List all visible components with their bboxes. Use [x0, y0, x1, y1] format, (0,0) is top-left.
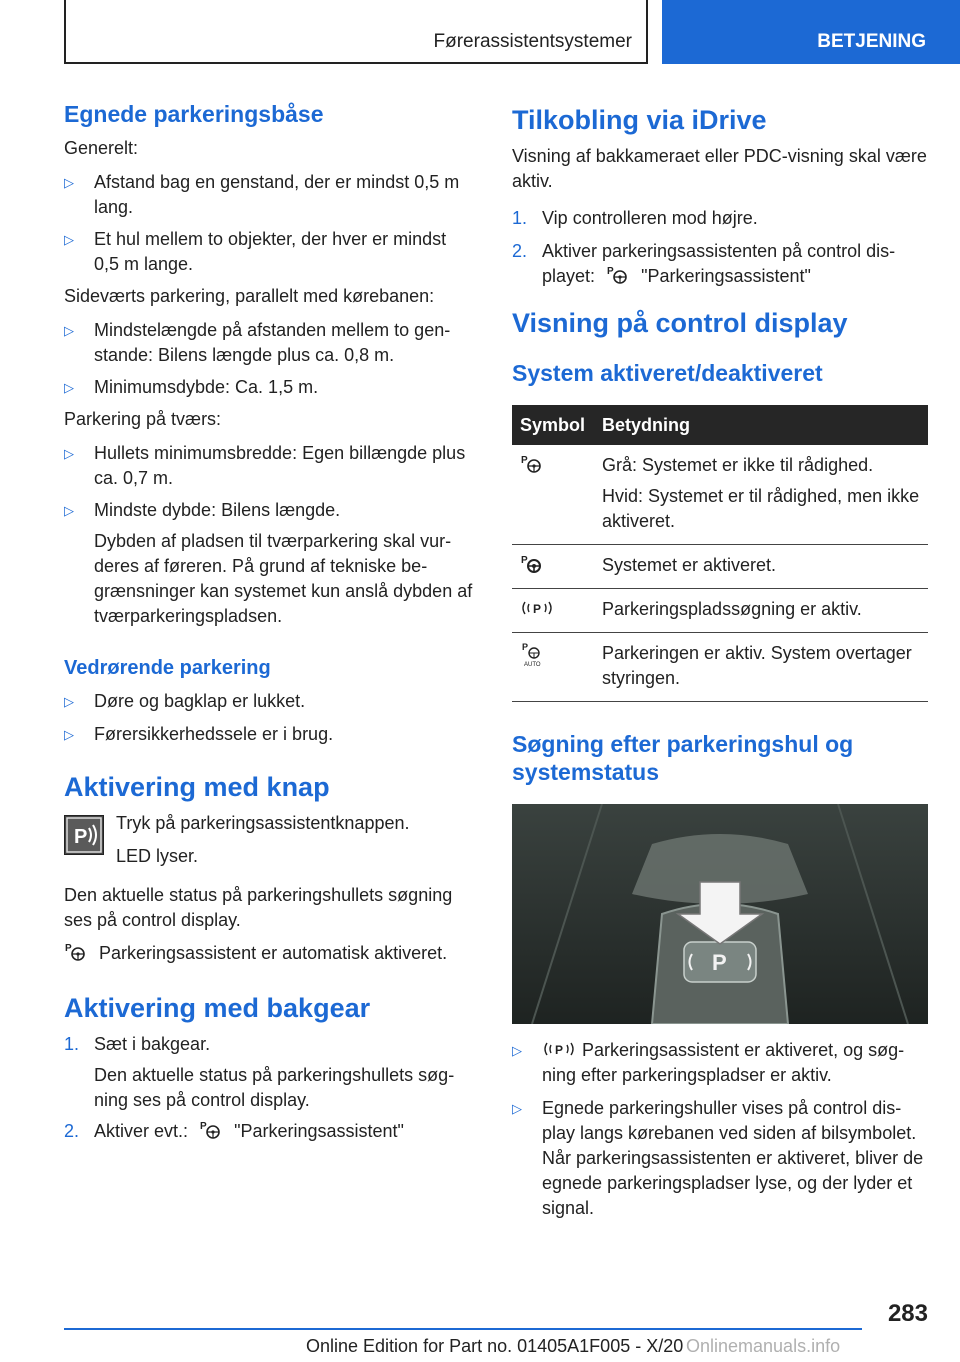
knap-text-2: LED lyser. [116, 846, 199, 866]
triangle-bullet-icon: ▷ [64, 727, 74, 742]
table-row: P Systemet er aktiveret. [512, 545, 928, 589]
label-tvaers: Parkering på tværs: [64, 409, 222, 429]
numbered-item: 2. Aktiver parkeringsassistenten på control displayet: P "Parkeringsassistent" [512, 241, 896, 286]
heading-tilkobling: Tilkobling via iDrive [512, 105, 767, 135]
parking-search-icon [520, 597, 554, 619]
parking-assist-icon [64, 941, 88, 963]
page-number: 283 [887, 1300, 928, 1327]
svg-text:P: P [522, 642, 529, 652]
triangle-bullet-icon: ▷ [512, 1101, 522, 1116]
list-item: ▷ Et hul mellem to objekter, der hver er mindst 0,5 m lange. [64, 229, 447, 274]
column-header-betydning: Betydning [594, 405, 928, 445]
parking-assist-icon [520, 453, 544, 475]
heading-knap: Aktivering med knap [64, 772, 330, 802]
knap-paragraph: Den aktuelle status på parkeringshullets søgning ses på control display. [64, 885, 453, 930]
list-item: ▷ Døre og bagklap er lukket. [64, 689, 476, 714]
footer-divider [64, 1328, 862, 1330]
list-item: ▷ Mindstelængde på afstanden mellem to genstande: Bilens længde plus ca. 0,8 m. [64, 320, 451, 365]
list-item-note: Dybden af pladsen til tværparkering skal vurderes af føreren. På grund af tekniske begrænsninger kan systemet kun anslå dybden af tværparkeringspladsen. [94, 531, 473, 626]
triangle-bullet-icon: ▷ [64, 380, 74, 395]
parking-auto-icon [520, 641, 546, 667]
knap-block [64, 811, 476, 871]
footer-edition: Online Edition for Part no. 01405A1F005 - X/20 [306, 1336, 684, 1356]
svg-text:P: P [65, 943, 72, 954]
svg-text:P: P [533, 602, 542, 616]
list-item: ▷ Mindste dybde: Bilens længde. [64, 498, 476, 523]
triangle-bullet-icon: ▷ [64, 694, 74, 709]
knap-auto-line: P Parkeringsassistent er automatisk aktiveret. [65, 943, 448, 963]
symbol-table [512, 405, 928, 702]
knap-text-1: Tryk på parkeringsassistentknappen. [116, 813, 410, 833]
parking-search-icon [542, 1038, 576, 1060]
triangle-bullet-icon: ▷ [64, 323, 74, 338]
heading-egnede: Egnede parkeringsbåse [64, 101, 324, 127]
svg-text:P: P [74, 826, 88, 848]
parking-assist-icon [199, 1119, 223, 1141]
header-chapter-tab: BETJENING [662, 0, 960, 64]
left-column [64, 100, 476, 1144]
column-header-symbol: Symbol [512, 405, 594, 445]
svg-text:P: P [712, 950, 727, 975]
table-header-row [512, 405, 928, 445]
triangle-bullet-icon: ▷ [64, 503, 74, 518]
list-item: ▷ P Parkeringsassistent er aktiveret, og søgning efter parkeringspladser er aktiv. [512, 1040, 905, 1085]
triangle-bullet-icon: ▷ [64, 175, 74, 190]
svg-text:P: P [200, 1121, 207, 1132]
svg-text:P: P [521, 555, 528, 566]
numbered-item-note: Den aktuelle status på parkeringshullets søgning ses på control display. [94, 1065, 455, 1110]
tilkobling-paragraph: Visning af bakkameraet eller PDC-visning skal være aktiv. [512, 146, 927, 191]
list-item: ▷ Egnede parkeringshuller vises på control display langs kørebanen ved siden af bilsymbolet. Når parkeringsassistenten er aktiveret, bliver de egnede parkeringspladser lyse, og der lyder et signal. [512, 1098, 924, 1218]
triangle-bullet-icon: ▷ [64, 232, 74, 247]
parking-button-icon [64, 815, 104, 855]
heading-soegning: Søgning efter parkeringshul og systemstatus [512, 731, 854, 785]
triangle-bullet-icon: ▷ [64, 446, 74, 461]
numbered-item: 1. Vip controlleren mod højre. [512, 208, 758, 228]
header-section-title: Førerassistentsystemer [433, 31, 632, 52]
parking-assist-active-icon [520, 553, 544, 575]
list-item: ▷ Afstand bag en genstand, der er mindst 0,5 m lang. [64, 172, 460, 217]
heading-bakgear: Aktivering med bakgear [64, 993, 371, 1023]
label-sidevaerts: Sideværts parkering, parallelt med kørebanen: [64, 286, 435, 306]
label-generelt: Generelt: [64, 138, 139, 158]
list-item: ▷ Hullets minimumsbredde: Egen billængde plus ca. 0,7 m. [64, 443, 466, 488]
list-item: ▷ Førersikkerhedssele er i brug. [64, 722, 476, 747]
list-item: ▷ Minimumsdybde: Ca. 1,5 m. [64, 375, 476, 400]
watermark: Onlinemanuals.info [686, 1336, 841, 1356]
table-row: P Parkeringspladssøgning er aktiv. [512, 589, 928, 633]
svg-text:P: P [555, 1043, 564, 1057]
numbered-item: 1. Sæt i bakgear. [64, 1034, 211, 1054]
svg-text:P: P [521, 455, 528, 466]
heading-system: System aktiveret/deaktiveret [512, 360, 823, 386]
svg-text:P: P [607, 266, 614, 277]
right-column [512, 100, 928, 1221]
triangle-bullet-icon: ▷ [512, 1043, 522, 1058]
heading-visning: Visning på control display [512, 308, 848, 338]
table-row: P AUTO Parkeringen er aktiv. System overtager styringen. [512, 633, 928, 702]
parking-display-image [512, 804, 928, 1024]
heading-vedr: Vedrørende parkering [64, 657, 271, 679]
numbered-item: 2. Aktiver evt.: P "Parkeringsassistent" [64, 1121, 404, 1141]
svg-text:AUTO: AUTO [524, 662, 541, 667]
table-row: P Grå: Systemet er ikke til rådighed. Hvid: Systemet er til rådighed, men ikke aktiveret. [512, 445, 928, 545]
parking-assist-icon [606, 264, 630, 286]
